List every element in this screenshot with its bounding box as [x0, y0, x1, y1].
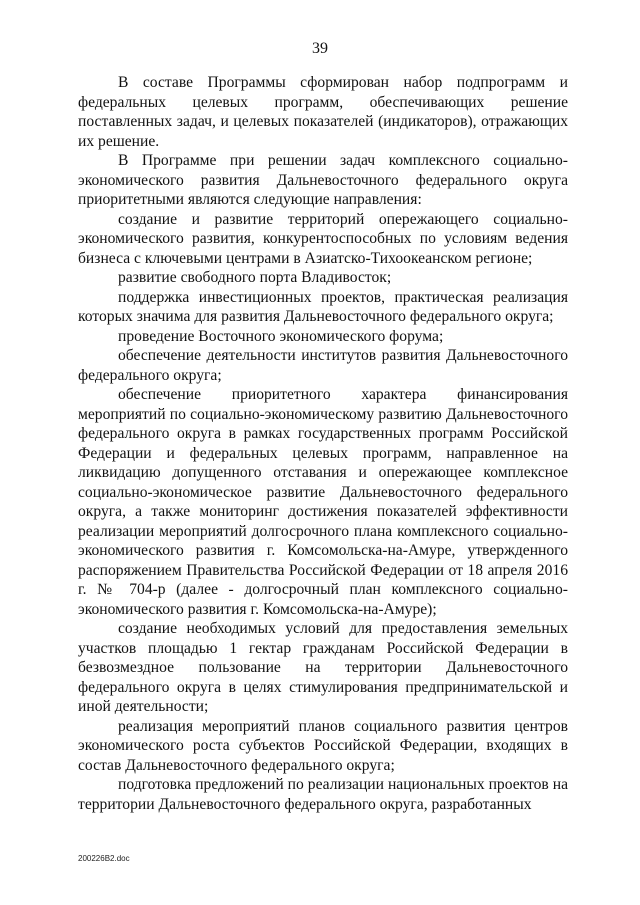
paragraph-program-composition: В составе Программы сформирован набор подпрограмм и федеральных целевых программ, обеспечивающих решение поставленных задач, и целевых показателей (индикаторов), отражающих их решение. — [78, 74, 568, 150]
paragraph-advanced-development-territories: создание и развитие территорий опережающего социально-экономического развития, конкурентоспособных по условиям ведения бизнеса с ключевыми центрами в Азиатско-Тихоокеанском регионе; — [78, 210, 568, 267]
paragraph-development-institutions: обеспечение деятельности институтов развития Дальневосточного федерального округа; — [78, 347, 568, 384]
paragraph-land-plots: создание необходимых условий для предоставления земельных участков площадью 1 гектар гражданам Российской Федерации в безвозмездное пользование на территории Дальневосточного федерального округа в целях стимулирования предпринимательской и иной деятельности; — [78, 620, 568, 715]
paragraph-national-projects: подготовка предложений по реализации национальных проектов на территории Дальневосточного федерального округа, разработанных — [78, 776, 568, 813]
paragraph-social-development-plans: реализация мероприятий планов социального развития центров экономического роста субъектов Российской Федерации, входящих в состав Дальневосточного федерального округа; — [78, 717, 568, 774]
page-number: 39 — [312, 40, 328, 57]
document-body — [78, 73, 568, 814]
paragraph-free-port-vladivostok: развитие свободного порта Владивосток; — [118, 269, 392, 286]
paragraph-investment-projects: поддержка инвестиционных проектов, практическая реализация которых значима для развития Дальневосточного федерального округа; — [78, 288, 568, 325]
paragraph-priority-financing: обеспечение приоритетного характера финансирования мероприятий по социально-экономическому развитию Дальневосточного федерального округа в рамках государственных программ Российской Федерации и федеральных целевых программ, направленное на ликвидацию допущенного отставания и опережающее комплексное социально-экономическое развитие Дальневосточного федерального округа, а также мониторинг достижения показателей эффективности реализации мероприятий долгосрочного плана комплексного социально-экономического развития г. Комсомольска-на-Амуре, утвержденного распоряжением Правительства Российской Федерации от 18 апреля 2016 г. № 704-р (далее - долгосрочный план комплексного социально-экономического развития г. Комсомольска-на-Амуре); — [78, 386, 568, 618]
document-footer-filename: 200226В2.doc — [78, 854, 130, 863]
paragraph-eastern-economic-forum: проведение Восточного экономического форума; — [118, 327, 444, 345]
paragraph-priority-directions: В Программе при решении задач комплексного социально-экономического развития Дальневосточного федерального округа приоритетными являются следующие направления: — [78, 152, 568, 208]
